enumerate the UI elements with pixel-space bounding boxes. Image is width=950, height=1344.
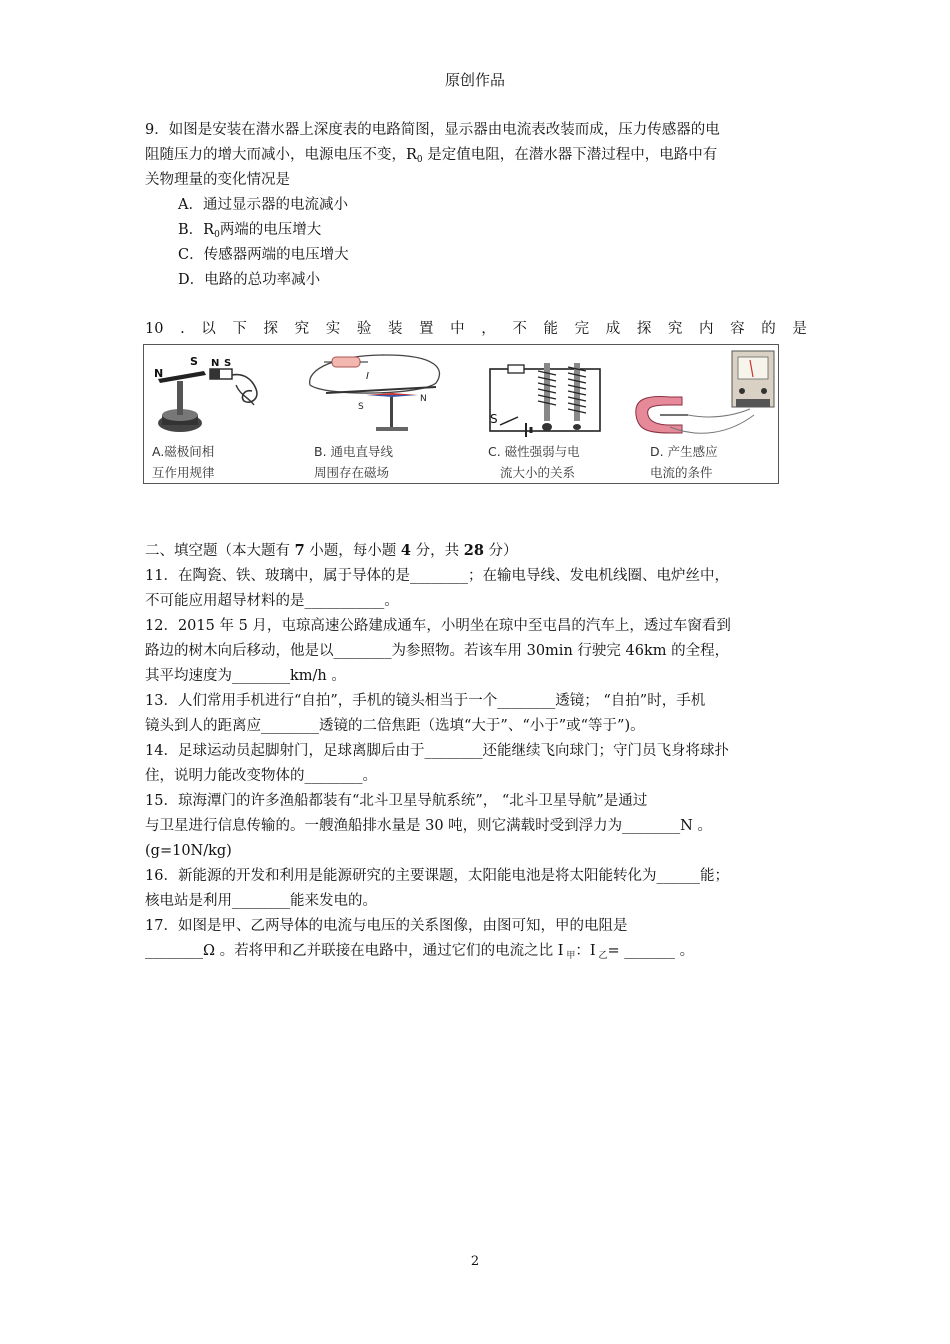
q9-option-c: C．传感器两端的电压增大: [178, 247, 349, 263]
q9-option-d: D．电路的总功率减小: [178, 272, 321, 288]
q10-stem-char: 中: [450, 321, 465, 337]
panel-a: [144, 345, 294, 483]
q9-line-2b: 是定值电阻，在潜水器下潜过程中，电路中有: [422, 147, 718, 163]
q11-line-2: 不可能应用超导材料的是___________。: [145, 593, 399, 609]
panel-b-caption-2: 周围存在磁场: [314, 465, 390, 480]
q9-option-a: A．通过显示器的电流减小: [178, 197, 348, 213]
q9-line-2a: 阻随压力的增大而减小，电源电压不变，R: [145, 147, 417, 163]
label-n-left: N: [154, 367, 164, 380]
q17-line-2c: = _______ 。: [607, 943, 695, 959]
q9-line-1: 9．如图是安装在潜水器上深度表的电路简图，显示器由电流表改装而成，压力传感器的电: [145, 122, 720, 138]
q10-stem-char: 实: [325, 321, 341, 337]
q9-line-2-sub: 0: [416, 155, 423, 165]
q13-line-1: 13．人们常用手机进行“自拍”，手机的镜头相当于一个________透镜； “自拍”时，手机: [145, 693, 706, 709]
panel-b-caption-1: B. 通电直导线: [314, 444, 394, 459]
q9-line-3: 关物理量的变化情况是: [145, 172, 290, 188]
section-2-points-each: 4: [400, 542, 412, 559]
q17-line-2a: ________Ω 。若将甲和乙并联接在电路中，通过它们的电流之比 I: [145, 943, 564, 959]
q10-stem-char: 以: [201, 321, 216, 337]
q12-line-2: 路边的树木向后移动，他是以________为参照物。若该车用 30min 行驶完 46km 的全程，: [145, 643, 730, 659]
q10-stem-char: 完: [574, 321, 590, 337]
q15-line-3: (g=10N/kg): [145, 843, 232, 859]
q16-line-1: 16．新能源的开发和利用是能源研究的主要课题，太阳能电池是将太阳能转化为______能；: [145, 868, 729, 884]
section-2-heading: [145, 541, 518, 561]
q10-stem-char: 究: [667, 321, 683, 337]
q17-line-1: 17．如图是甲、乙两导体的电流与电压的关系图像，由图可知，甲的电阻是: [145, 918, 628, 934]
q15-line-1: 15．琼海潭门的许多渔船都装有“北斗卫星导航系统”， “北斗卫星导航”是通过: [145, 793, 648, 809]
q10-stem-char: 探: [263, 321, 278, 337]
label-current-i: I: [366, 371, 369, 382]
q10-stem-char: ，: [481, 321, 496, 337]
q9-option-b: [178, 220, 321, 245]
q9-line-2: [145, 145, 717, 170]
q17-line-2: [145, 941, 694, 966]
panel-b: [296, 345, 456, 483]
q17-sub-yi: 乙: [595, 951, 608, 961]
q16-line-2: 核电站是利用________能来发电的。: [145, 893, 377, 909]
q10-stem-char: 能: [543, 321, 558, 337]
q10-stem-char: 的: [761, 321, 776, 337]
section-2-mid1: 小题，每小题: [304, 543, 401, 559]
label-s-left: S: [190, 355, 198, 368]
label-s-magnet: S: [224, 358, 232, 369]
magnet-needle-illustration: [144, 345, 294, 440]
label-n-magnet: N: [211, 358, 220, 369]
q12-line-1: 12．2015 年 5 月，屯琼高速公路建成通车，小明坐在琼中至屯昌的汽车上，透过车窗看到: [145, 618, 731, 634]
q10-stem-char: 是: [792, 321, 807, 337]
label-needle-n: N: [420, 394, 427, 404]
induction-galvanometer-illustration: [630, 345, 778, 440]
panel-c: [474, 345, 624, 483]
panel-c-caption-2: 流大小的关系: [500, 465, 576, 480]
q10-stem-char: 下: [232, 321, 247, 337]
q10-stem-char: .: [180, 321, 185, 337]
q10-stem-char: 不: [512, 321, 527, 337]
q17-line-2b: ：I: [575, 943, 596, 959]
section-2-points-total: 28: [463, 542, 484, 559]
q10-stem-char: 验: [356, 321, 372, 337]
panel-c-caption-1: C. 磁性强弱与电: [488, 444, 580, 459]
q9-option-b-b: 两端的电压增大: [219, 222, 322, 238]
label-needle-s: S: [358, 402, 364, 412]
label-switch-s: S: [490, 412, 498, 426]
q10-stem-char: 内: [699, 321, 714, 337]
q10-stem-char: 装: [387, 321, 403, 337]
section-2-count: 7: [294, 542, 305, 559]
q14-line-1: 14．足球运动员起脚射门，足球离脚后由于________还能继续飞向球门；守门员飞身将球扑: [145, 743, 729, 759]
q12-line-3: 其平均速度为________km/h 。: [145, 668, 346, 684]
electromagnet-circuit-illustration: [474, 345, 624, 440]
panel-d-caption-1: D. 产生感应: [650, 444, 718, 459]
section-2-mid2: 分，共: [411, 543, 464, 559]
q17-sub-jia: 甲: [563, 951, 576, 961]
panel-d: [630, 345, 778, 483]
q10-stem: [145, 319, 807, 339]
page-number: 2: [470, 1254, 480, 1269]
q9-option-b-sub: 0: [214, 230, 220, 240]
q9-option-b-a: B．R: [178, 222, 215, 238]
q11-line-1: 11．在陶瓷、铁、玻璃中，属于导体的是________；在输电导线、发电机线圈、电炉丝中，: [145, 568, 729, 584]
q10-figure: [143, 344, 779, 484]
q10-stem-char: 成: [605, 321, 621, 337]
q10-stem-char: 探: [636, 321, 652, 337]
wire-compass-illustration: [296, 345, 456, 440]
section-2-post: 分）: [483, 543, 518, 559]
page-header: 原创作品: [444, 71, 505, 89]
section-2-pre: 二、填空题（本大题有: [145, 543, 295, 559]
panel-d-caption-2: 电流的条件: [650, 465, 713, 480]
q10-stem-char: 置: [419, 321, 434, 337]
q13-line-2: 镜头到人的距离应________透镜的二倍焦距（选填“大于”、“小于”或“等于”)。: [145, 718, 645, 734]
panel-a-caption-2: 互作用规律: [152, 465, 215, 480]
q10-stem-char: 10: [145, 321, 164, 337]
q14-line-2: 住，说明力能改变物体的________。: [145, 768, 377, 784]
q15-line-2: 与卫星进行信息传输的。一艘渔船排水量是 30 吨，则它满载时受到浮力为________N 。: [145, 818, 712, 834]
q10-stem-char: 究: [294, 321, 310, 337]
q10-stem-char: 容: [730, 321, 745, 337]
panel-a-caption-1: A.磁极间相: [152, 444, 215, 459]
